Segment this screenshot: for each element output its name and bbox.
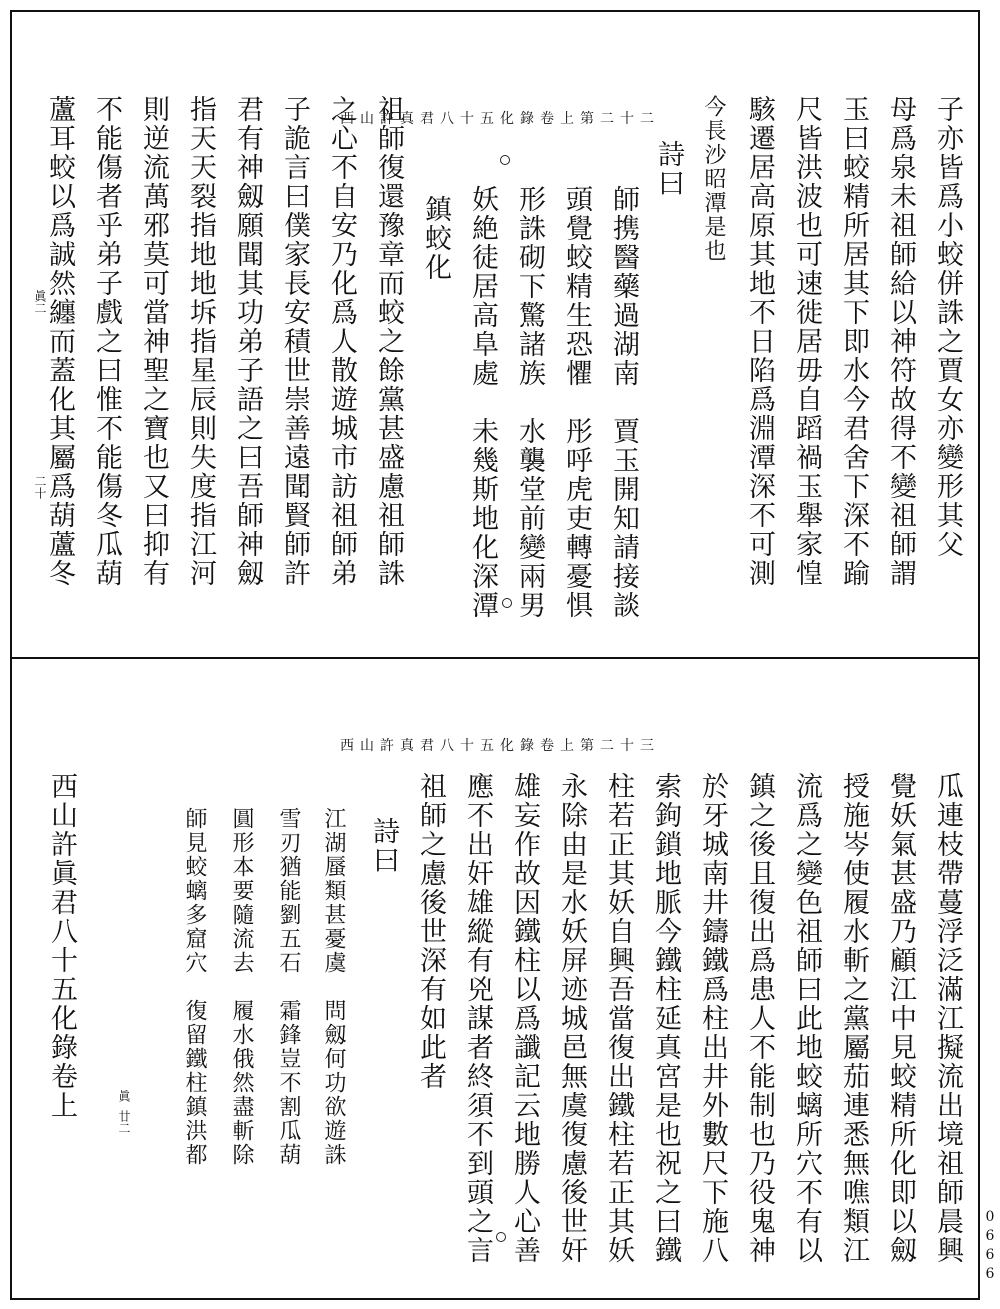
punctuation-circle xyxy=(500,155,510,165)
punctuation-circle xyxy=(502,598,512,608)
folio-label: 眞二 xyxy=(33,290,47,314)
punctuation-circle xyxy=(496,1232,506,1242)
text-column: 母爲泉未祖師給以神符故得不變祖師謂 xyxy=(885,95,916,588)
text-column: 子亦皆爲小蛟併誅之賈女亦變形其父 xyxy=(932,95,963,559)
text-column: 指天天裂指地地坼指星辰則失度指江河 xyxy=(185,95,216,588)
poem-line: 雪刃猶能劉五石 霜鋒豈不割瓜葫 xyxy=(276,807,301,1167)
poem-line: 師見蛟螭多窟穴 復留鐵柱鎮洪都 xyxy=(182,807,207,1167)
text-column: 不能傷者乎弟子戲之曰惟不能傷冬瓜葫 xyxy=(91,95,122,588)
poem-line: 頭覺蛟精生恐懼 彤呼虎吏轉憂惧 xyxy=(561,185,592,620)
poem-heading: 詩曰 xyxy=(368,817,399,875)
poem-line: 圓形本要隨流去 履水俄然盡斬除 xyxy=(229,807,254,1167)
text-column: 蘆耳蛟以爲誠然纏而蓋化其屬爲葫蘆冬 xyxy=(44,95,75,588)
text-column: 雄妄作故因鐵柱以爲讖記云地勝人心善 xyxy=(509,772,540,1265)
text-column: 柱若正其妖自興吾當復出鐵柱若正其妖 xyxy=(603,772,634,1265)
text-column: 流爲之變色祖師曰此地蛟螭所穴不有以 xyxy=(791,772,822,1265)
text-column: 瓜連枝帶蔓浮泛滿江擬流出境祖師晨興 xyxy=(932,772,963,1265)
text-column: 之心不自安乃化爲人散遊城市訪祖師弟 xyxy=(326,95,357,588)
running-head-top: 西山許真君八十五化錄卷上第二十二 xyxy=(340,111,660,127)
text-column: 君有神劔願聞其功弟子語之曰吾師神劔 xyxy=(232,95,263,588)
running-head-bottom: 西山許真君八十五化錄卷上第二十三 xyxy=(340,738,660,754)
folio-number: 廿二 xyxy=(117,1110,131,1134)
text-column: 駭遷居高原其地不日陷爲淵潭深不可測 xyxy=(744,95,775,588)
text-column: 今長沙昭潭是也 xyxy=(701,95,726,263)
page-divider xyxy=(10,657,980,659)
poem-line: 妖絶徒居高阜處 未幾斯地化深潭 xyxy=(467,185,498,620)
folio-number: 二十 xyxy=(33,475,47,499)
poem-line: 江湖蜃類甚憂虞 問劔何功欲遊誅 xyxy=(321,807,346,1167)
poem-line: 師携醫藥過湖南 賈玉開知請接談 xyxy=(608,185,639,620)
poem-heading: 詩曰 xyxy=(653,140,684,198)
text-column: 玉曰蛟精所居其下即水今君舍下深不踰 xyxy=(838,95,869,588)
text-column: 祖師之慮後世深有如此者 xyxy=(415,772,446,1091)
side-page-number: 0666 xyxy=(985,1209,995,1282)
section-title: 鎮蛟化 xyxy=(420,195,451,282)
poem-line: 形誅砌下驚諸族 水襲堂前變兩男 xyxy=(514,185,545,620)
folio-label: 眞 xyxy=(117,1090,131,1102)
text-column: 子詭言曰僕家長安積世崇善遠聞賢師許 xyxy=(279,95,310,588)
text-column: 於牙城南井鑄鐵爲柱出井外數尺下施八 xyxy=(697,772,728,1265)
text-column: 永除由是水妖屏迹城邑無虞復慮後世奸 xyxy=(556,772,587,1265)
text-column: 鎮之後且復出爲患人不能制也乃役鬼神 xyxy=(744,772,775,1265)
juan-end-title: 西山許眞君八十五化錄卷上 xyxy=(46,772,77,1120)
top-page-text xyxy=(22,95,967,650)
text-column: 授施岑使履水斬之黨屬茄連悉無噍類江 xyxy=(838,772,869,1265)
text-column: 覺妖氣甚盛乃顧江中見蛟精所化即以劔 xyxy=(885,772,916,1265)
text-column: 索鉤鎖地脈今鐵柱延真宮是也祝之曰鐵 xyxy=(650,772,681,1265)
text-column: 則逆流萬邪莫可當神聖之寶也又曰抑有 xyxy=(138,95,169,588)
text-column: 祖師復還豫章而蛟之餘黨甚盛慮祖師誅 xyxy=(373,95,404,588)
text-column: 尺皆洪波也可速徙居毋自蹈禍玉舉家惶 xyxy=(791,95,822,588)
text-column: 應不出奸雄縱有兇謀者終須不到頭之言 xyxy=(462,772,493,1265)
bottom-page-text xyxy=(22,732,967,1287)
